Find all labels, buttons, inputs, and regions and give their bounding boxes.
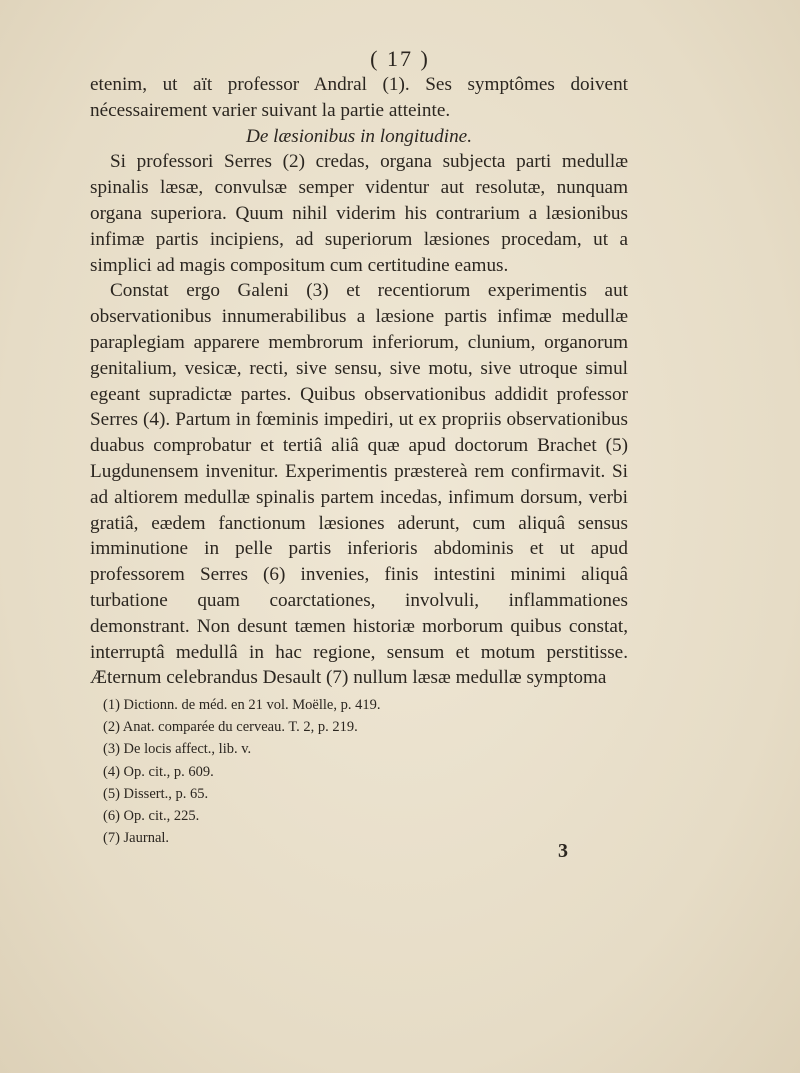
footnote-3: (3) De locis affect., lib. v. [103, 741, 252, 758]
page-number: ( 17 ) [370, 46, 430, 71]
footnote-4: (4) Op. cit., p. 609. [103, 763, 214, 780]
paragraph-serres: Si professori Serres (2) credas, organa subjecta parti medullæ spinalis læsæ, convulsæ semper videntur aut resolutæ, nunquam organa superiora. Quum nihil viderim his contrarium a læsionibus infimæ partis incipiens, ad superiorum læsiones procedam, ut a simplici ad magis compositum cum certitudine eamus. [90, 151, 628, 276]
intro-paragraph: etenim, ut aït professor Andral (1). Ses symptômes doivent nécessairement varier suivant la partie atteinte. [90, 74, 628, 121]
main-text [90, 72, 628, 691]
footnote-1: (1) Dictionn. de méd. en 21 vol. Moëlle, p. 419. [103, 697, 381, 713]
section-heading: De læsionibus in longitudine. [246, 125, 472, 147]
footnote-5: (5) Dissert., p. 65. [103, 785, 209, 802]
footnote-7: (7) Jaurnal. [103, 830, 170, 847]
footnote-6: (6) Op. cit., 225. [103, 808, 200, 825]
paragraph-galeni: Constat ergo Galeni (3) et recentiorum experimentis aut observationibus innumerabilibus a læsione partis infimæ medullæ paraplegiam apparere membrorum inferiorum, clunium, organorum genitalium, vesicæ, recti, sive sensu, sive motu, sive utroque simul egeant supradictæ partes. Quibus observationibus addidit professor Serres (4). Partum in fœminis impediri, ut ex propriis observationibus duabus comprobatur et tertiâ aliâ quæ apud doctorum Brachet (5) Lugdunensem invenitur. Experimentis præstereà rem confirmavit. Si ad altiorem medullæ spinalis partem incedas, infimum dorsum, verbi gratiâ, eædem fanctionum læsiones aderunt, cum aliquâ sensus imminutione in pelle partis inferioris abdominis et ut apud professorem Serres (6) invenies, finis intestini minimi aliquâ turbatione quam coarctationes, involvuli, inflammationes demonstrant. Non desunt tæmen historiæ morborum quibus constat, interruptâ medullâ in hac regione, sensum et motum perstitisse. Æternum celebrandus Desault (7) nullum læsæ medullæ symptoma [90, 280, 628, 689]
signature-mark: 3 [558, 840, 568, 862]
footnotes [103, 694, 523, 849]
footnote-2: (2) Anat. comparée du cerveau. T. 2, p. 219. [103, 719, 358, 736]
